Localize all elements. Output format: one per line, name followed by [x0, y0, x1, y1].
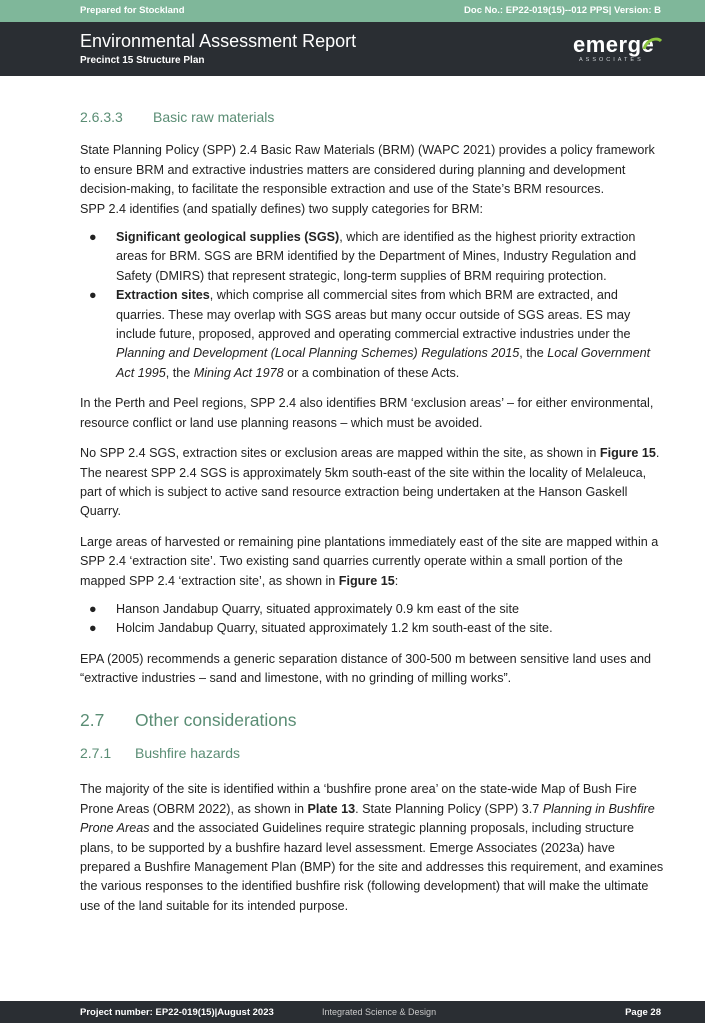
paragraph: The majority of the site is identified within a ‘bushfire prone area’ on the state-wide Map of Bush Fire Prone Areas (OBRM 2022), as shown in Plate 13. State Planning Policy (SPP) 3.7 Planning in Bushfire Prone Areas and the associated Guidelines require strategic planning proposals, including structure plans, to be supported by a bushfire hazard level assessment. Emerge Associates (2023a) have prepared a Bushfire Management Plan (BMP) for the site and addresses this requirement, and examines the various responses to the identified bushfire risk (following development) that will make the ultimate use of the land suitable for its intended purpose.	[80, 782, 664, 913]
list-item: ● Holcim Jandabup Quarry, situated approximately 1.2 km south-east of the site.	[89, 621, 553, 636]
figure-reference: Figure 15	[599, 446, 656, 461]
paragraph: Large areas of harvested or remaining pine plantations immediately east of the site are mapped within a SPP 2.4 ‘extraction site’. Two existing sand quarries currently operate within a small portion of the mapped SPP 2.4 ‘extraction site’, as shown in Figure 15:	[80, 534, 659, 588]
report-header	[0, 22, 705, 76]
page-content	[80, 108, 665, 916]
paragraph: State Planning Policy (SPP) 2.4 Basic Raw Materials (BRM) (WAPC 2021) provides a policy framework to ensure BRM and extractive industries matters are considered during planning and development decision-making, to facilitate the responsible extraction and use of the State’s BRM resources.	[80, 143, 655, 197]
section-heading-2-6-3-3: 2.6.3.3 Basic raw materials	[80, 109, 275, 125]
emerge-logo	[573, 32, 661, 68]
project-number: Project number: EP22-019(15)|August 2023	[80, 1007, 274, 1018]
top-bar	[0, 0, 705, 22]
doc-number: Doc No.: EP22-019(15)--012 PPS| Version: B	[464, 5, 661, 16]
list-item: ● Hanson Jandabup Quarry, situated approximately 0.9 km east of the site	[89, 601, 519, 616]
section-heading-2-7-1: 2.7.1 Bushfire hazards	[80, 744, 241, 761]
paragraph: In the Perth and Peel regions, SPP 2.4 also identifies BRM ‘exclusion areas’ – for either environmental, resource conflict or land use planning reasons – which must be avoided.	[80, 396, 654, 430]
prepared-for: Prepared for Stockland	[80, 5, 185, 16]
page-footer	[0, 1001, 705, 1023]
paragraph: No SPP 2.4 SGS, extraction sites or exclusion areas are mapped within the site, as shown in Figure 15. The nearest SPP 2.4 SGS is approximately 5km south-east of the site within the locality of Melaleuca, part of which is subject to active sand resource extraction being undertaken at the Hanson Gaskell Quarry.	[80, 446, 660, 519]
section-heading-2-7: 2.7 Other considerations	[80, 709, 297, 730]
quarry-list	[80, 600, 665, 639]
logo-word: emerge	[573, 32, 655, 57]
logo-swoosh-icon	[641, 35, 663, 57]
plate-reference: Plate 13	[307, 801, 356, 816]
page-number: Page 28	[625, 1007, 661, 1018]
figure-reference: Figure 15	[338, 573, 395, 588]
report-subtitle: Precinct 15 Structure Plan	[80, 55, 205, 66]
logo-associates: ASSOCIATES	[579, 57, 644, 63]
list-item: ● Significant geological supplies (SGS), which are identified as the highest priority extraction areas for BRM. SGS are BRM identified by the Department of Mines, Industry Regulation and Safety (DMIRS) that represent strategic, long-term supplies of BRM requiring protection.	[89, 230, 637, 283]
brm-category-list	[80, 228, 665, 383]
paragraph: EPA (2005) recommends a generic separation distance of 300-500 m between sensitive land uses and “extractive industries – sand and limestone, with no grinding of milling works”.	[80, 651, 652, 686]
list-item: ● Extraction sites, which comprise all commercial sites from which BRM are extracted, and quarries. These may overlap with SGS areas but many occur outside of SGS areas. ES may include future, proposed, approved and operating commercial extractive industries under the Planning and Development (Local Planning Schemes) Regulations 2015, the Local Government Act 1995, the Mining Act 1978 or a combination of these Acts.	[89, 288, 651, 380]
paragraph: SPP 2.4 identifies (and spatially defines) two supply categories for BRM:	[80, 201, 483, 216]
footer-tagline: Integrated Science & Design	[322, 1007, 437, 1017]
report-title: Environmental Assessment Report	[80, 31, 357, 51]
